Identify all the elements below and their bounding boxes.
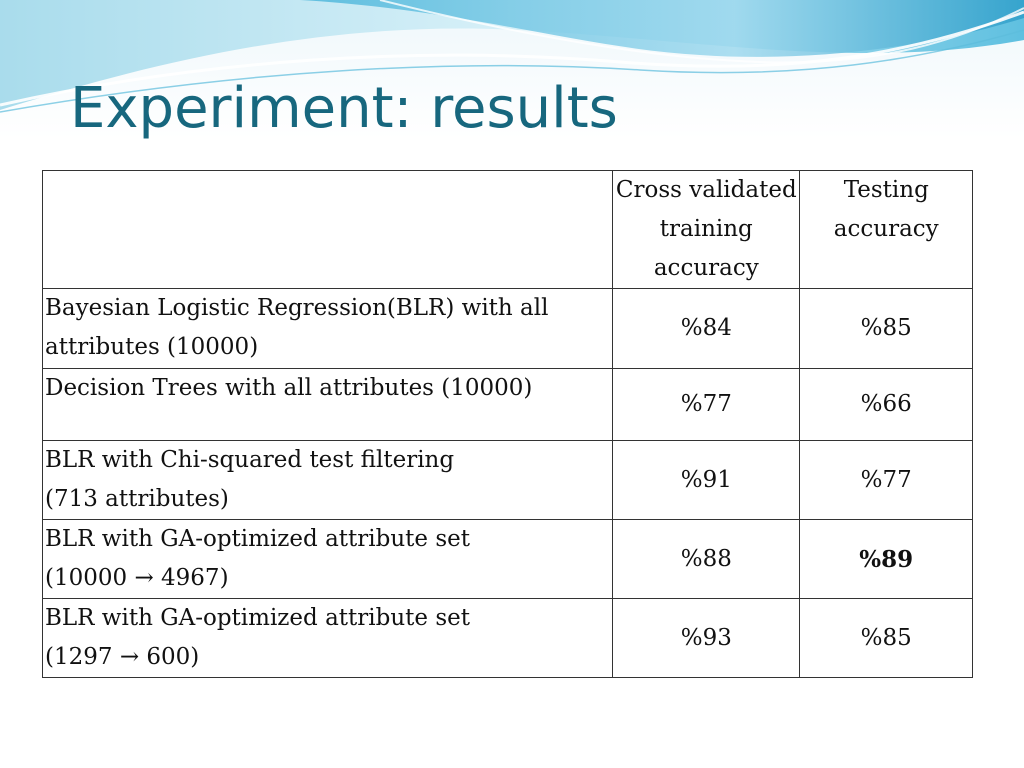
- slide-title: Experiment: results: [70, 76, 618, 141]
- method-label-line: Decision Trees with all attributes (10000): [45, 375, 533, 401]
- method-label-line: (10000 → 4967): [45, 565, 229, 591]
- header-text-line: training: [659, 216, 753, 242]
- header-cross-validated-training-accuracy: [613, 171, 800, 289]
- table-row: [43, 441, 973, 520]
- testing-accuracy-value: %77: [800, 441, 973, 520]
- testing-accuracy-value: %85: [800, 289, 973, 369]
- method-label-line: (713 attributes): [45, 486, 229, 512]
- header-testing-accuracy: [800, 171, 973, 289]
- header-text-line: Testing: [843, 177, 929, 203]
- method-label-line: BLR with Chi-squared test filtering: [45, 447, 455, 473]
- method-label: [43, 520, 613, 599]
- method-label: [43, 441, 613, 520]
- header-text-line: accuracy: [653, 255, 759, 281]
- method-label: [43, 289, 613, 369]
- header-text-line: Cross validated: [615, 177, 797, 203]
- testing-accuracy-value: %66: [800, 369, 973, 441]
- table-row: [43, 599, 973, 678]
- method-label: [43, 599, 613, 678]
- header-text-line: accuracy: [833, 216, 939, 242]
- method-label-line: BLR with GA-optimized attribute set: [45, 605, 470, 631]
- method-label-line: Bayesian Logistic Regression(BLR) with all: [45, 295, 549, 321]
- table-row: [43, 520, 973, 599]
- results-table: [42, 170, 973, 678]
- method-label: [43, 369, 613, 441]
- method-label-line: (1297 → 600): [45, 644, 200, 670]
- method-label-line: BLR with GA-optimized attribute set: [45, 526, 470, 552]
- cv-accuracy-value: %88: [613, 520, 800, 599]
- table-header-row: [43, 171, 973, 289]
- cv-accuracy-value: %93: [613, 599, 800, 678]
- table-row: [43, 289, 973, 369]
- testing-accuracy-value-highlighted: %89: [800, 520, 973, 599]
- header-cell-empty: [43, 171, 613, 289]
- cv-accuracy-value: %84: [613, 289, 800, 369]
- testing-accuracy-value: %85: [800, 599, 973, 678]
- method-label-line: attributes (10000): [45, 334, 259, 360]
- cv-accuracy-value: %77: [613, 369, 800, 441]
- cv-accuracy-value: %91: [613, 441, 800, 520]
- table-row: [43, 369, 973, 441]
